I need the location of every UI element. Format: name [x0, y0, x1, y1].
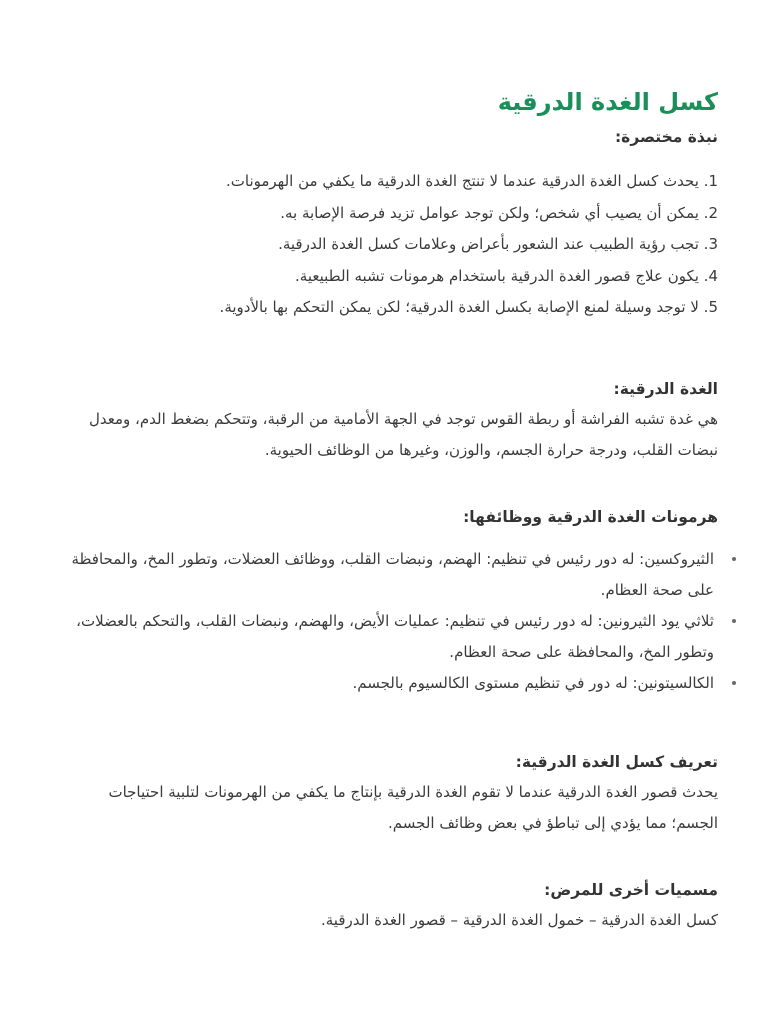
bullet-icon: [732, 619, 736, 623]
summary-item: 1. يحدث كسل الغدة الدرقية عندما لا تنتج الغدة الدرقية ما يكفي من الهرمونات.: [225, 172, 718, 190]
hormone-text: ثلاثي يود الثيرونين: له دور رئيس في تنظيم: عمليات الأيض، والهضم، ونبضات القلب، والتحكم بالعضلات، وتطور المخ، والمحافظة على صحة العظام.: [76, 611, 714, 661]
other-names-paragraph: كسل الغدة الدرقية – خمول الغدة الدرقية – قصور الغدة الدرقية.: [321, 910, 718, 929]
hormones-list: [70, 544, 718, 699]
hormones-section: [70, 502, 718, 699]
hormone-text: الكالسيتونين: له دور في تنظيم مستوى الكالسيوم بالجسم.: [352, 673, 714, 692]
summary-item: 2. يمكن أن يصيب أي شخص؛ ولكن توجد عوامل تزيد فرصة الإصابة به.: [280, 203, 718, 222]
summary-heading: نبذة مختصرة:: [614, 128, 718, 146]
bullet-icon: [732, 557, 736, 561]
definition-paragraph: يحدث قصور الغدة الدرقية عندما لا تقوم الغدة الدرقية بإنتاج ما يكفي من الهرمونات لتلبية احتياجات الجسم؛ مما يؤدي إلى تباطؤ في بعض وظائف الجسم.: [108, 782, 718, 832]
summary-item: 4. يكون علاج قصور الغدة الدرقية باستخدام هرمونات تشبه الطبيعية.: [295, 266, 718, 285]
list-item: [70, 668, 718, 699]
summary-item: 5. لا توجد وسيلة لمنع الإصابة بكسل الغدة الدرقية؛ لكن يمكن التحكم بها بالأدوية.: [219, 298, 718, 316]
other-names-section: [70, 875, 718, 936]
list-item: [70, 606, 718, 668]
bullet-icon: [732, 681, 736, 685]
list-item: [70, 544, 718, 606]
page-title: كسل الغدة الدرقية: [497, 88, 718, 116]
summary-list: [70, 166, 718, 324]
definition-heading: تعريف كسل الغدة الدرقية:: [515, 752, 718, 771]
hormone-text: الثيروكسين: له دور رئيس في تنظيم: الهضم، ونبضات القلب، ووظائف العضلات، وتطور المخ، والمحافظة على صحة العظام.: [71, 549, 714, 599]
thyroid-heading: الغدة الدرقية:: [613, 379, 718, 398]
hormones-heading: هرمونات الغدة الدرقية ووظائفها:: [463, 507, 718, 526]
other-names-heading: مسميات أخرى للمرض:: [544, 880, 718, 899]
summary-item: 3. تجب رؤية الطبيب عند الشعور بأعراض وعلامات كسل الغدة الدرقية.: [278, 235, 718, 253]
definition-section: [70, 747, 718, 839]
thyroid-paragraph: هي غدة تشبه الفراشة أو ربطة القوس توجد في الجهة الأمامية من الرقبة، وتتحكم بضغط الدم، ومعدل نبضات القلب، ودرجة حرارة الجسم، والوزن، وغيرها من الوظائف الحيوية.: [88, 409, 718, 459]
thyroid-section: [70, 374, 718, 466]
